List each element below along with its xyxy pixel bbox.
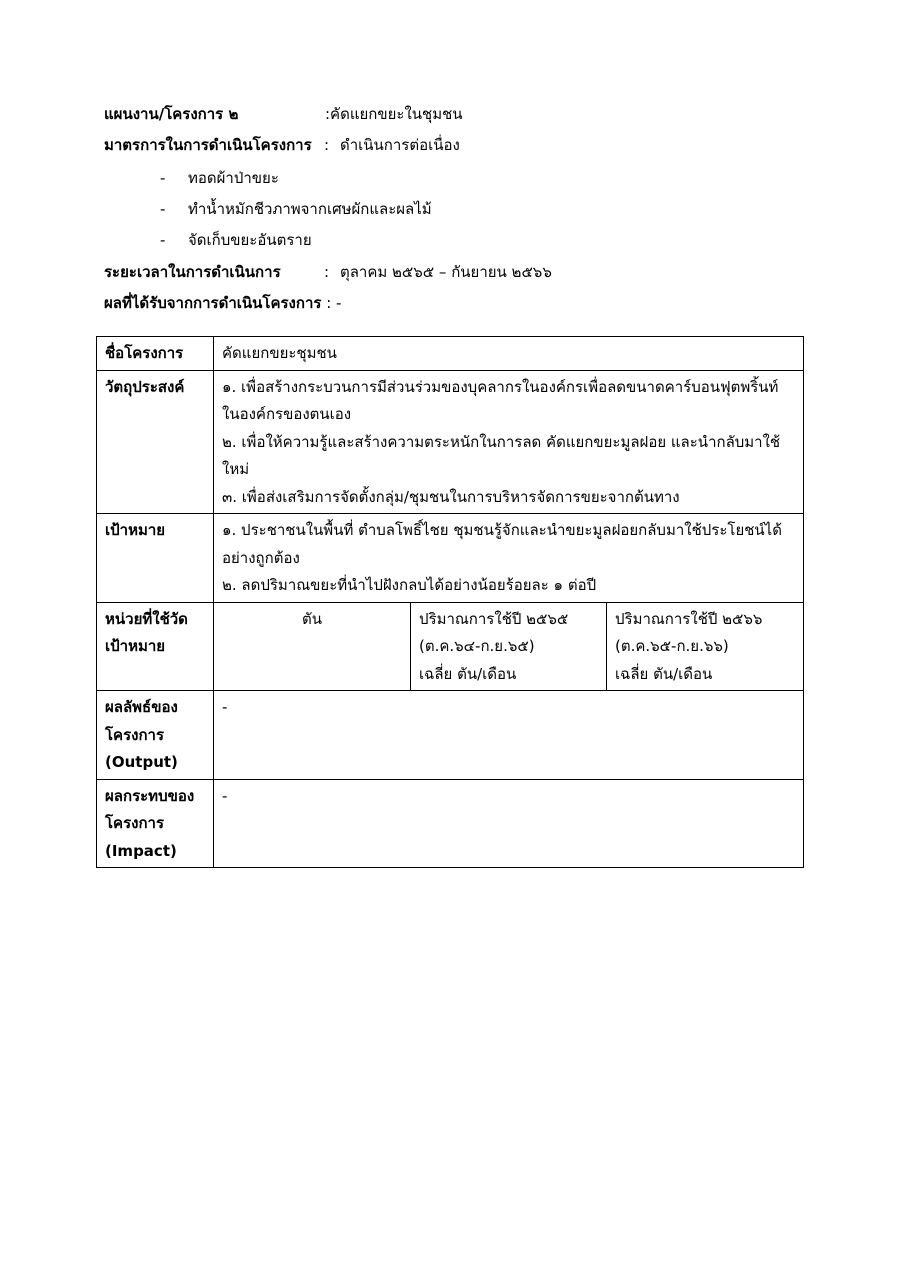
row-impact bbox=[97, 779, 804, 868]
project-table bbox=[96, 336, 804, 868]
output-label-line: ผลลัพธ์ของ bbox=[105, 698, 178, 716]
objective-line: ๒. เพื่อให้ความรู้และสร้างความตระหนักในการลด คัดแยกขยะมูลฝอย และนำกลับมาใช้ bbox=[222, 432, 781, 451]
plan-label: แผนงาน/โครงการ ๒ bbox=[104, 105, 239, 123]
row-targets bbox=[97, 514, 804, 603]
result-row bbox=[104, 293, 341, 313]
measure-value: ดำเนินการต่อเนื่อง bbox=[340, 136, 460, 154]
objective-line: ๓. เพื่อส่งเสริมการจัดตั้งกลุ่ม/ชุมชนในการบริหารจัดการขยะจากต้นทาง bbox=[222, 487, 680, 506]
target-line: อย่างถูกต้อง bbox=[222, 548, 300, 567]
bullet-marker: - bbox=[160, 169, 166, 187]
output-label bbox=[97, 691, 214, 780]
objective-line: ในองค์กรของตนเอง bbox=[222, 405, 352, 423]
impact-value: - bbox=[214, 779, 804, 868]
impact-label-line: (Impact) bbox=[105, 841, 177, 860]
measure-label: มาตรการในการดำเนินโครงการ bbox=[104, 136, 312, 154]
targets-label: เป้าหมาย bbox=[97, 514, 214, 603]
project-name-value: คัดแยกขยะชุมชน bbox=[214, 337, 804, 371]
row-project-name bbox=[97, 337, 804, 371]
output-label-line: (Output) bbox=[105, 753, 178, 771]
unit-label-line: หน่วยที่ใช้วัด bbox=[105, 609, 188, 628]
row-output bbox=[97, 691, 804, 780]
unit-label bbox=[97, 602, 214, 691]
output-value: - bbox=[214, 691, 804, 780]
objectives-label: วัตถุประสงค์ bbox=[97, 370, 214, 514]
year2-line: (ต.ค.๖๕-ก.ย.๖๖) bbox=[615, 637, 729, 655]
year1-cell bbox=[411, 602, 607, 691]
unit-label-line: เป้าหมาย bbox=[105, 637, 166, 655]
targets-cell bbox=[214, 514, 804, 603]
objective-line: ใหม่ bbox=[222, 460, 250, 478]
period-label: ระยะเวลาในการดำเนินการ bbox=[104, 263, 281, 281]
impact-label-line: ผลกระทบของ bbox=[105, 786, 195, 805]
row-objectives bbox=[97, 370, 804, 514]
project-name-label: ชื่อโครงการ bbox=[97, 337, 214, 371]
year1-line: เฉลี่ย ตัน/เดือน bbox=[419, 664, 517, 683]
plan-value: :คัดแยกขยะในชุมชน bbox=[325, 105, 463, 123]
year2-line: ปริมาณการใช้ปี ๒๕๖๖ bbox=[615, 609, 763, 628]
bullet-item: จัดเก็บขยะอันตราย bbox=[188, 231, 312, 249]
target-line: ๑. ประชาชนในพื้นที่ ตำบลโพธิ์ไชย ชุมชนรู้จักและนำขยะมูลฝอยกลับมาใช้ประโยชน์ได้ bbox=[222, 521, 782, 539]
impact-label-line: โครงการ bbox=[105, 814, 165, 832]
objectives-cell bbox=[214, 370, 804, 514]
year1-line: (ต.ค.๖๔-ก.ย.๖๕) bbox=[419, 637, 535, 655]
bullet-item: ทำน้ำหมักชีวภาพจากเศษผักและผลไม้ bbox=[188, 200, 432, 218]
year2-line: เฉลี่ย ตัน/เดือน bbox=[615, 664, 713, 683]
period-value: ตุลาคม ๒๕๖๕ – กันยายน ๒๕๖๖ bbox=[340, 263, 552, 281]
result-value: : - bbox=[326, 294, 342, 312]
output-label-line: โครงการ bbox=[105, 725, 165, 744]
result-label: ผลที่ได้รับจากการดำเนินโครงการ bbox=[104, 294, 322, 312]
unit-value: ตัน bbox=[214, 602, 411, 691]
row-unit bbox=[97, 602, 804, 691]
year1-line: ปริมาณการใช้ปี ๒๕๖๕ bbox=[419, 609, 569, 628]
measure-separator: : bbox=[324, 136, 330, 154]
bullet-marker: - bbox=[160, 200, 166, 218]
bullet-item: ทอดผ้าป่าขยะ bbox=[188, 169, 279, 187]
objective-line: ๑. เพื่อสร้างกระบวนการมีส่วนร่วมของบุคลากรในองค์กรเพื่อลดขนาดคาร์บอนฟุตพริ้นท์ bbox=[222, 377, 779, 396]
year2-cell bbox=[607, 602, 804, 691]
period-separator: : bbox=[324, 263, 330, 281]
target-line: ๒. ลดปริมาณขยะที่นำไปฝังกลบได้อย่างน้อยร้อยละ ๑ ต่อปี bbox=[222, 576, 597, 594]
impact-label bbox=[97, 779, 214, 868]
bullet-marker: - bbox=[160, 231, 166, 249]
